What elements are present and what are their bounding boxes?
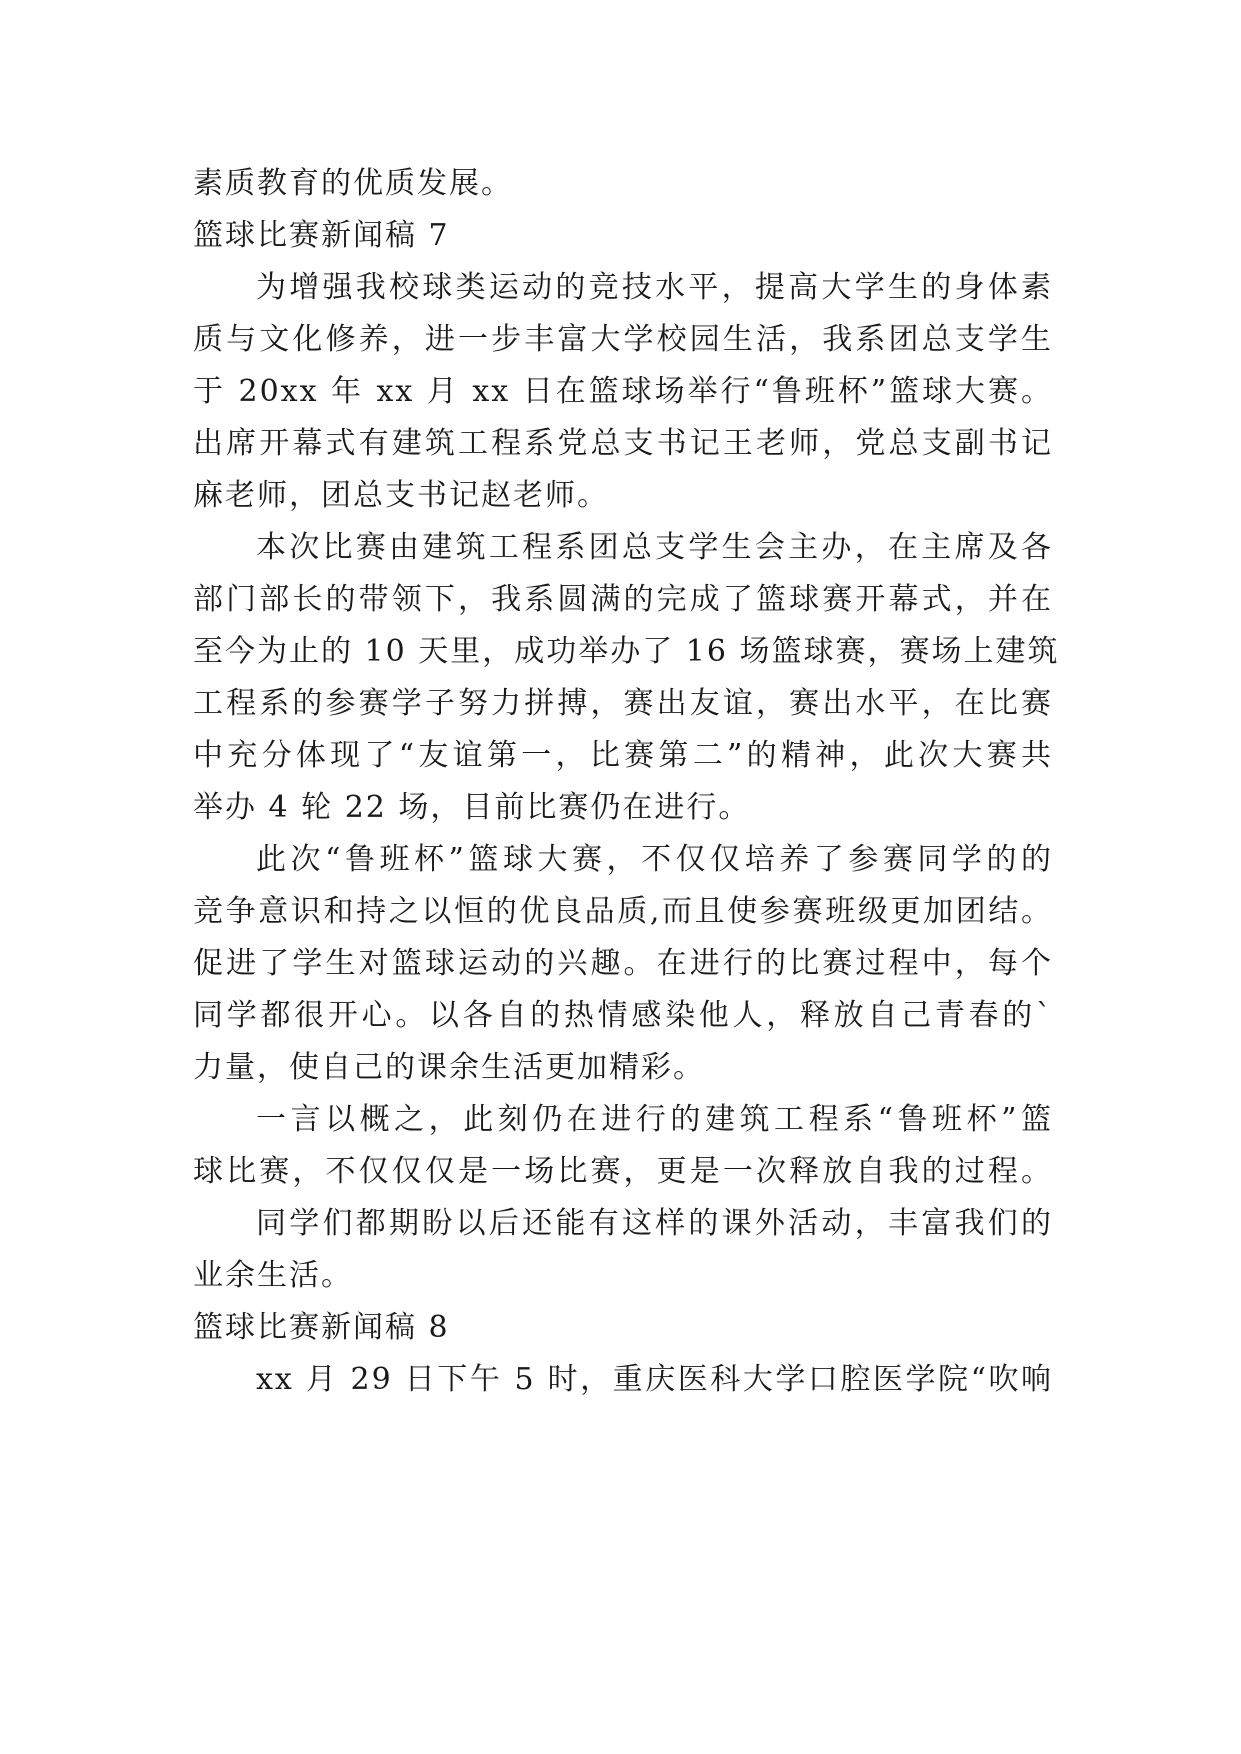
paragraph-line: 中充分体现了“友谊第一，比赛第二”的精神，此次大赛共 [193,738,1053,773]
paragraph-first-line: 一言以概之，此刻仍在进行的建筑工程系“鲁班杯”篮 [256,1102,1053,1137]
section-heading: 篮球比赛新闻稿 7 [193,218,450,253]
paragraph-first-line: 同学们都期盼以后还能有这样的课外活动，丰富我们的 [256,1206,1053,1241]
paragraph-last-line: 麻老师，团总支书记赵老师。 [193,478,609,513]
paragraph-line: 同学都很开心。以各自的热情感染他人，释放自己青春的` [193,998,1053,1033]
paragraph-line: 部门部长的带领下，我系圆满的完成了篮球赛开幕式，并在 [193,582,1053,617]
paragraph-line: 竞争意识和持之以恒的优良品质,而且使参赛班级更加团结。 [193,894,1053,929]
paragraph-line: 球比赛，不仅仅仅是一场比赛，更是一次释放自我的过程。 [193,1154,1053,1189]
paragraph-line: 出席开幕式有建筑工程系党总支书记王老师，党总支副书记 [193,426,1053,461]
paragraph-line: 于 20xx 年 xx 月 xx 日在篮球场举行“鲁班杯”篮球大赛。 [193,374,1053,409]
document-page [193,158,1060,1406]
paragraph-first-line: 此次“鲁班杯”篮球大赛，不仅仅培养了参赛同学的的 [256,842,1053,877]
paragraph-last-line: 业余生活。 [193,1258,353,1293]
paragraph-line: 促进了学生对篮球运动的兴趣。在进行的比赛过程中，每个 [193,946,1053,981]
paragraph-last-line: 素质教育的优质发展。 [193,166,513,201]
paragraph-first-line: 为增强我校球类运动的竞技水平，提高大学生的身体素 [256,270,1053,305]
paragraph-line: 至今为止的 10 天里，成功举办了 16 场篮球赛，赛场上建筑 [193,634,1060,669]
paragraph-first-line: 本次比赛由建筑工程系团总支学生会主办，在主席及各 [256,530,1053,565]
paragraph-line: 工程系的参赛学子努力拼搏，赛出友谊，赛出水平，在比赛 [193,686,1053,721]
paragraph-last-line: 举办 4 轮 22 场，目前比赛仍在进行。 [193,790,751,825]
paragraph-first-line: xx 月 29 日下午 5 时，重庆医科大学口腔医学院“吹响 [256,1362,1053,1397]
paragraph-line: 质与文化修养，进一步丰富大学校园生活，我系团总支学生 [193,322,1053,357]
section-heading: 篮球比赛新闻稿 8 [193,1310,450,1345]
paragraph-last-line: 力量，使自己的课余生活更加精彩。 [193,1050,705,1085]
